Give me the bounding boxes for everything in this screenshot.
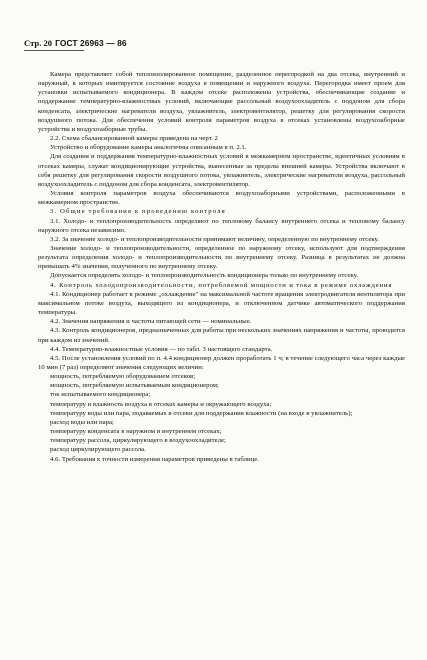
paragraph-conditioning-devices: Для создания и поддержания температурно-влажностных условий в межкамерном пространстве, идентичных условиям в отсеках камеры, служат кондиционирующие устройства, вынесенные за пределы внешней камеры. Устройства включают в себя решетку для регулирования скорости воздушного потока, увлажнитель, электрические нагреватели воздуха, рассольный воздухоохладитель с поддоном для сбора конденсата, электровентилятор. <box>38 153 405 188</box>
section-heading-3: 3. Общие требования к проведению контроля <box>50 208 226 216</box>
paragraph-permitted: Допускается определять холодо- и теплопроизводительность кондиционера только по внутреннему отсеку. <box>50 272 359 280</box>
page-header <box>24 38 127 48</box>
section-heading-4: 4. Контроль холодопроизводительности, потребляемой мощности и тока в режиме охлаждения <box>50 281 393 289</box>
paragraph-2-2: 2.2. Схема сбалансированной камеры приведена на черт. 2 <box>50 135 218 143</box>
paragraph-4-4: 4.4. Температурно-влажностные условия — по табл. 3 настоящего стандарта. <box>50 345 273 353</box>
standard-code: ГОСТ 26963 — 86 <box>55 38 127 48</box>
paragraph-3-1: 3.1. Холодо- и теплопроизводительность определяют по тепловому балансу внутреннего отсека и тепловому балансу наружного отсека независимо. <box>38 217 405 234</box>
list-item: мощность, потребляемую испытываемым кондиционером; <box>50 382 219 390</box>
paragraph-control-conditions: Условия контроля параметров воздуха обеспечиваются воздухозаборными устройствами, расположенными в межкамерном пространстве. <box>38 190 405 207</box>
paragraph-4-1: 4.1. Кондиционер работает в режиме „охлаждение" на максимальной частоте вращения электродвигателя вентилятора при максимальном потоке воздуха, выходящего из кондиционера, и отключенном датчике автоматического поддержания температуры. <box>38 290 405 317</box>
paragraph-4-5: 4.5. После установления условий по п. 4.4 кондиционер должен проработать 1 ч; в течение следующего часа через каждые 10 мин (7 раз) определяют значения следующих величин: <box>38 354 405 371</box>
paragraph-4-6: 4.6. Требования к точности измерения параметров приведены в таблице. <box>50 455 259 463</box>
paragraph-chamber-description: Камера представляет собой теплоизолированное помещение, разделенное перегородкой на два отсека, внутренний и наружный, в которых имитируется состояние воздуха в помещении и наружного воздуха. Перегородка имеет проем для установки испытываемого кондиционера. В каждом отсеке расположены устройства, обеспечивающие создание и поддержание температурно-влажностных условий, включающие рассольный воздухоохладитель с поддоном для сбора конденсата, электрические нагреватели воздуха, увлажнитель, электровентилятор, решетку для регулирования скорости воздушного потока. Для обеспечения условий контроля параметров воздуха в отсеках установлены воздухозаборные устройства и воздухозаборные трубы. <box>38 71 405 133</box>
list-item: температуру рассола, циркулирующего в воздухоохладителе; <box>50 437 226 445</box>
paragraph-equipment: Устройство и оборудование камеры аналогичны описанным в п. 2.1. <box>50 144 247 152</box>
list-item: расход циркулирующего рассола. <box>50 446 146 454</box>
paragraph-outer-compartment: Значение холодо- и теплопроизводительности, определенное по наружному отсеку, используют для подтверждения результата определения холодо- и теплопроизводительности по внутреннему отсеку. Разница в результатах не должна превышать 4% значения, полученного по внутреннему отсеку. <box>38 244 405 271</box>
page-number: Стр. 20 <box>24 38 53 48</box>
header-rule <box>24 50 84 51</box>
list-item: мощность, потребляемую оборудованием отсеков; <box>50 373 196 381</box>
paragraph-4-2: 4.2. Значения напряжения и частоты питающей сети — номинальные. <box>50 318 252 326</box>
list-item: температуру и влажность воздуха в отсеках камеры и окружающего воздуха; <box>50 400 272 408</box>
document-body <box>38 70 405 464</box>
paragraph-4-3: 4.3. Контроль кондиционеров, предназначенных для работы при нескольких значениях напряжения и частоты, проводится при каждом из значений. <box>38 327 405 344</box>
list-item: температуру воды или пара, подаваемых в отсеки для поддержания влажности (на входе в увлажнитель); <box>50 409 353 417</box>
list-item: расход воды или пара; <box>50 418 114 426</box>
paragraph-3-2: 3.2. За значение холодо- и теплопроизводительности принимают величину, определенную по внутреннему отсеку. <box>50 235 379 243</box>
list-item: ток испытываемого кондиционера; <box>50 391 151 399</box>
list-item: температуру конденсата в наружном и внутреннем отсеках; <box>50 428 222 436</box>
